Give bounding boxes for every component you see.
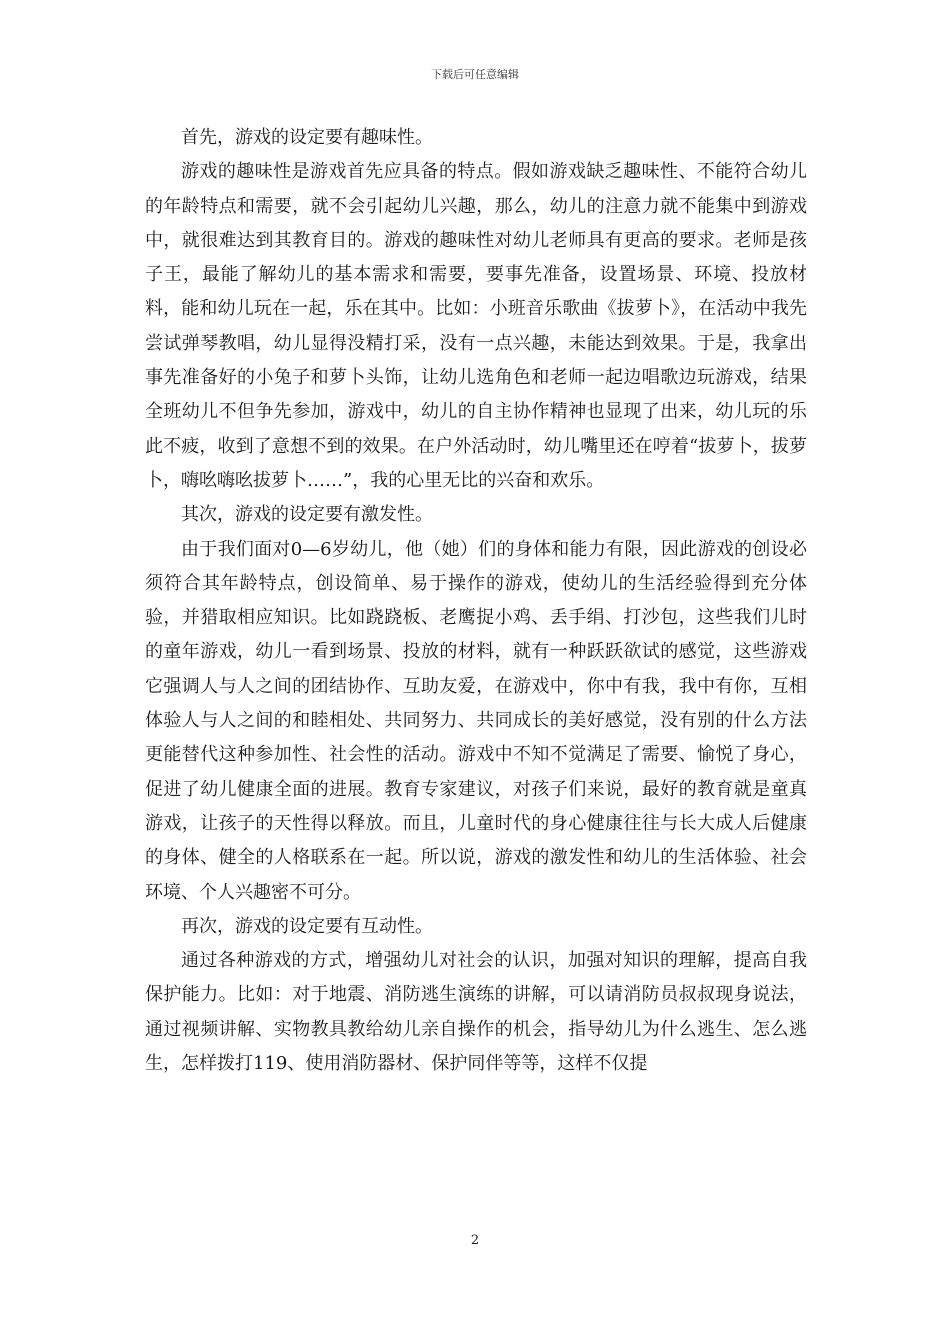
page-header: 下载后可任意编辑 (431, 68, 519, 81)
paragraph-heading-interest: 首先，游戏的设定要有趣味性。 (181, 127, 433, 148)
document-body (145, 121, 807, 1081)
paragraph-heading-interaction: 再次，游戏的设定要有互动性。 (181, 915, 433, 937)
paragraph-interest: 游戏的趣味性是游戏首先应具备的特点。假如游戏缺乏趣味性、不能符合幼儿的年龄特点和需要，就不会引起幼儿兴趣，那么，幼儿的注意力就不能集中到游戏中，就很难达到其教育目的。游戏的趣味性对幼儿老师具有更高的要求。老师是孩子王，最能了解幼儿的基本需求和需要，要事先准备，设置场景、环境、投放材料，能和幼儿玩在一起，乐在其中。比如：小班音乐歌曲《拔萝卜》，在活动中我先尝试弹琴教唱，幼儿显得没精打采，没有一点兴趣，未能达到效果。于是，我拿出事先准备好的小兔子和萝卜头饰，让幼儿选角色和老师一起边唱歌边玩游戏，结果全班幼儿不但争先参加，游戏中，幼儿的自主协作精神也显现了出来，幼儿玩的乐此不疲，收到了意想不到的效果。在户外活动时，幼儿嘴里还在哼着“拔萝卜，拔萝卜，嗨吆嗨吆拔萝卜……”，我的心里无比的兴奋和欢乐。 (145, 161, 807, 491)
page-number: 2 (470, 1233, 480, 1248)
paragraph-stimulation: 由于我们面对0—6岁幼儿，他（她）们的身体和能力有限，因此游戏的创设必须符合其年龄特点，创设简单、易于操作的游戏，使幼儿的生活经验得到充分体验，并猎取相应知识。比如跷跷板、老鹰捉小鸡、丢手绢、打沙包，这些我们儿时的童年游戏，幼儿一看到场景、投放的材料，就有一种跃跃欲试的感觉，这些游戏它强调人与人之间的团结协作、互助友爱，在游戏中，你中有我，我中有你，互相体验人与人之间的和睦相处、共同努力、共同成长的美好感觉，没有别的什么方法更能替代这种参加性、社会性的活动。游戏中不知不觉满足了需要、愉悦了身心，促进了幼儿健康全面的进展。教育专家建议，对孩子们来说，最好的教育就是童真游戏，让孩子的天性得以释放。而且，儿童时代的身心健康往往与长大成人后健康的身体、健全的人格联系在一起。所以说，游戏的激发性和幼儿的生活体验、社会环境、个人兴趣密不可分。 (145, 538, 807, 903)
paragraph-heading-stimulation: 其次，游戏的设定要有激发性。 (181, 504, 433, 526)
paragraph-interaction: 通过各种游戏的方式，增强幼儿对社会的认识，加强对知识的理解，提高自我保护能力。比如：对于地震、消防逃生演练的讲解，可以请消防员叔叔现身说法，通过视频讲解、实物教具教给幼儿亲自操作的机会，指导幼儿为什么逃生、怎么逃生，怎样拨打119、使用消防器材、保护同伴等等，这样不仅提 (145, 950, 807, 1075)
